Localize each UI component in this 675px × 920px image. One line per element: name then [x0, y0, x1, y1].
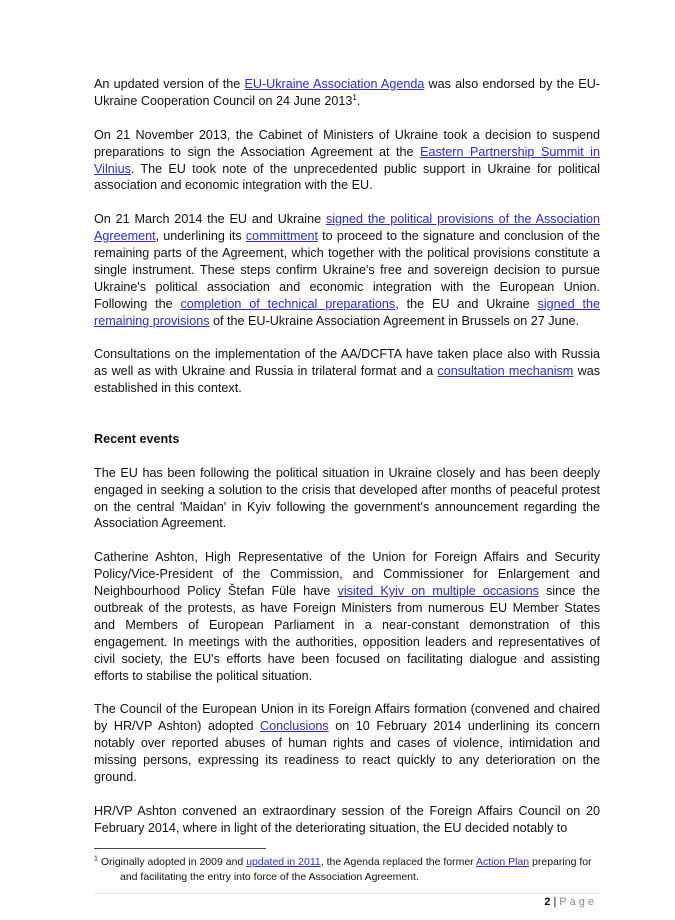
text: Originally adopted in 2009 and	[97, 856, 247, 868]
link-consultation-mechanism[interactable]: consultation mechanism	[437, 364, 574, 379]
paragraph-council-conclusions	[94, 701, 600, 786]
text: , underlining its	[155, 229, 246, 244]
page-label: Page	[559, 896, 597, 908]
text: and facilitating the entry into force of the Association Agreement.	[120, 871, 419, 883]
paragraph-march-2014	[94, 211, 600, 329]
link-signed-political-provisions[interactable]: signed the political provisions of the Association Agreement	[94, 212, 600, 244]
link-eu-ukraine-association-agenda[interactable]: EU-Ukraine Association Agenda	[244, 77, 425, 91]
link-conclusions[interactable]: Conclusions	[260, 719, 329, 734]
text: of the EU-Ukraine Association Agreement in Brussels on 27 June.	[209, 313, 580, 328]
link-action-plan[interactable]: Action Plan	[476, 856, 530, 868]
section-heading-recent-events: Recent events	[94, 431, 180, 446]
link-committment[interactable]: committment	[245, 229, 318, 244]
link-updated-in-2011[interactable]: updated in 2011	[246, 856, 321, 868]
text: to proceed to the signature and conclusion of the remaining parts of the Agreement, which together with the political provisions constitute a single instrument. These steps confirm Ukraine's free and sovereign decision to pursue Ukraine's political association and economic integration with the European Union. Following the	[94, 229, 600, 311]
text: Catherine Ashton, High Representative of the Union for Foreign Affairs and Security Policy/Vice-President of the Commission, and Commissioner for Enlargement and Neighbourhood Policy Štefan Füle have	[94, 550, 600, 599]
document-body	[94, 76, 600, 854]
link-signed-remaining-provisions[interactable]: signed the remaining provisions	[94, 296, 601, 328]
paragraph-ashton-fule	[94, 549, 600, 684]
paragraph-eu-following	[94, 465, 600, 533]
footnote-separator	[94, 848, 266, 849]
text: preparing for	[529, 856, 592, 868]
paragraph-association-agenda	[94, 76, 600, 110]
link-eastern-partnership-summit[interactable]: Eastern Partnership Summit in Vilnius	[94, 144, 600, 176]
paragraph-consultations	[94, 346, 600, 397]
paragraph-extraordinary-session	[94, 803, 600, 837]
footnote	[94, 855, 600, 885]
text: , the EU and Ukraine	[395, 296, 538, 311]
text: The Council of the European Union in its Foreign Affairs formation (convened and chaired by HR/VP Ashton) adopted	[94, 702, 600, 734]
text: On 21 November 2013, the Cabinet of Ministers of Ukraine took a decision to suspend preparations to sign the Association Agreement at the	[94, 127, 600, 159]
text: .	[356, 93, 361, 108]
text: , the Agenda replaced the former	[320, 856, 477, 868]
page-separator: |	[553, 896, 557, 908]
text: On 21 March 2014 the EU and Ukraine	[94, 212, 326, 227]
text: on 10 February 2014 underlining its concern notably over reported abuses of human rights and cases of violence, intimidation and missing persons, expressing its readiness to react quickly to any deterioration on the ground.	[94, 719, 600, 785]
text: was established in this context.	[94, 364, 600, 396]
paragraph-november-2013	[94, 127, 600, 195]
footnote-number: 1	[94, 855, 98, 863]
text: was also endorsed by the EU-Ukraine Cooperation Council on 24 June 2013	[94, 77, 600, 108]
text: The EU has been following the political situation in Ukraine closely and has been deeply engaged in seeking a solution to the crisis that developed after months of peaceful protest on the central 'Maidan' in Kyiv following the government's announcement regarding the Association Agreement.	[94, 465, 600, 531]
text: HR/VP Ashton convened an extraordinary session of the Foreign Affairs Council on 20 February 2014, where in light of the deteriorating situation, the EU decided notably to	[94, 803, 600, 835]
text: An updated version of the	[94, 77, 245, 91]
page-number	[544, 896, 597, 908]
footnote-reference[interactable]: 1	[352, 92, 357, 102]
link-visited-kyiv[interactable]: visited Kyiv on multiple occasions	[337, 584, 539, 599]
page-number-value: 2	[544, 896, 551, 908]
text: . The EU took note of the unprecedented public support in Ukraine for political association and economic integration with the EU.	[94, 161, 600, 193]
text: Consultations on the implementation of the AA/DCFTA have taken place also with Russia as well as with Ukraine and Russia in trilateral format and a	[94, 347, 600, 379]
link-completion-technical-preparations[interactable]: completion of technical preparations	[180, 296, 396, 311]
footer-divider	[94, 893, 600, 894]
text: since the outbreak of the protests, as have Foreign Ministers from numerous EU Member States and Members of European Parliament in a near-constant demonstration of this engagement. In meetings with the authorities, opposition leaders and representatives of civil society, the EU's efforts have been focused on facilitating dialogue and assisting efforts to stabilise the political situation.	[94, 584, 601, 683]
